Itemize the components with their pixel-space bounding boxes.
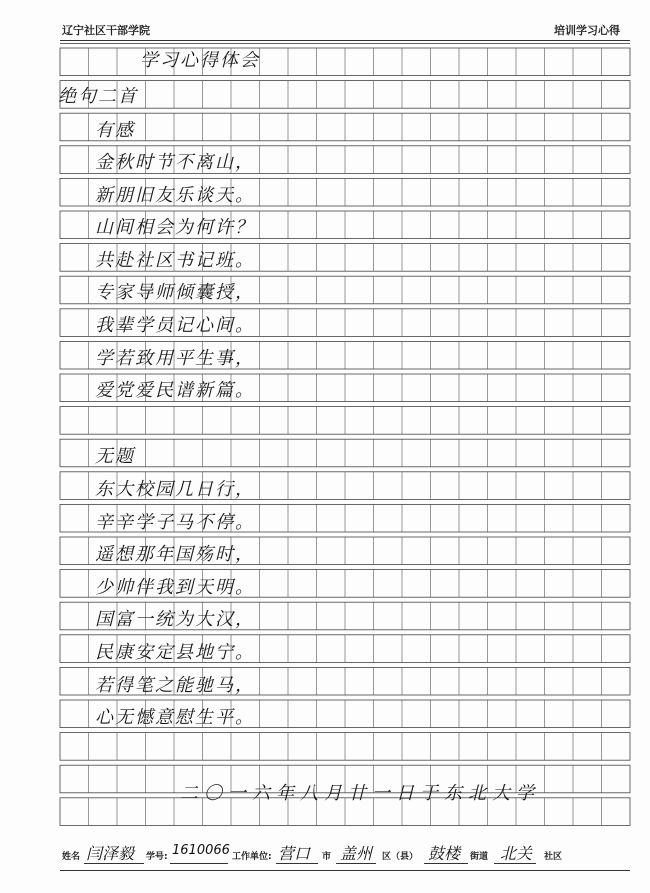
- student-id-underline: [170, 863, 228, 864]
- poem2-line-4: 少帅伴我到天明。: [95, 576, 255, 598]
- poem2-line-5: 国富一统为大汉，: [95, 609, 255, 631]
- poem1-line-6: 我辈学员记心间。: [95, 315, 255, 336]
- poem1-line-2: 新朋旧友乐谈天。: [95, 184, 255, 206]
- signature-date: 二〇一六年八月廿一日于东北大学: [180, 783, 540, 804]
- street-underline: [424, 863, 468, 864]
- community-value: 北关: [500, 844, 533, 863]
- poem1-line-1: 金秋时节不离山，: [95, 152, 255, 173]
- district-underline: [336, 863, 376, 864]
- poem1-title: 有感: [95, 120, 135, 141]
- street-suffix: 街道: [470, 852, 489, 862]
- name-label: 姓名: [62, 852, 81, 862]
- poem1-line-4: 共赴社区书记班。: [95, 249, 255, 271]
- header-institution: 辽宁社区干部学院: [62, 24, 150, 37]
- poem2-line-1: 东大校园几日行，: [95, 479, 255, 500]
- work-unit-label: 工作单位:: [232, 852, 272, 862]
- name-underline: [84, 863, 144, 864]
- poem2-line-7: 若得笔之能驰马，: [95, 674, 255, 696]
- district-suffix: 区（县）: [382, 852, 419, 862]
- poem1-line-5: 专家导师倾囊授，: [95, 282, 255, 304]
- city-underline: [276, 863, 318, 864]
- district-value: 盖州: [340, 844, 373, 863]
- community-suffix: 社区: [544, 852, 563, 862]
- header-doc-type: 培训学习心得: [554, 24, 620, 37]
- poem1-line-8: 爱党爱民谱新篇。: [95, 380, 255, 402]
- city-value: 营口: [278, 844, 311, 863]
- poem2-line-2: 辛辛学子马不停。: [95, 511, 255, 533]
- poem2-line-8: 心无憾意慰生平。: [95, 707, 255, 729]
- street-value: 鼓楼: [428, 844, 461, 863]
- poem-set-title: 绝句二首: [58, 86, 138, 107]
- poem2-line-6: 民康安定县地宁。: [95, 642, 255, 663]
- poem2-title: 无题: [95, 446, 135, 467]
- student-id-label: 学号:: [146, 852, 168, 862]
- essay-title: 学习心得体会: [140, 50, 260, 71]
- community-underline: [494, 863, 536, 864]
- student-id-value: 1610066: [172, 843, 230, 858]
- footer-rule: [60, 870, 630, 871]
- name-value: 闫泽毅: [86, 844, 135, 863]
- poem2-line-3: 遥想那年国殇时，: [95, 544, 255, 566]
- poem1-line-3: 山间相会为何许？: [95, 217, 255, 239]
- poem1-line-7: 学若致用平生事，: [95, 347, 255, 369]
- student-info-footer: [0, 843, 650, 873]
- city-suffix: 市: [322, 852, 332, 862]
